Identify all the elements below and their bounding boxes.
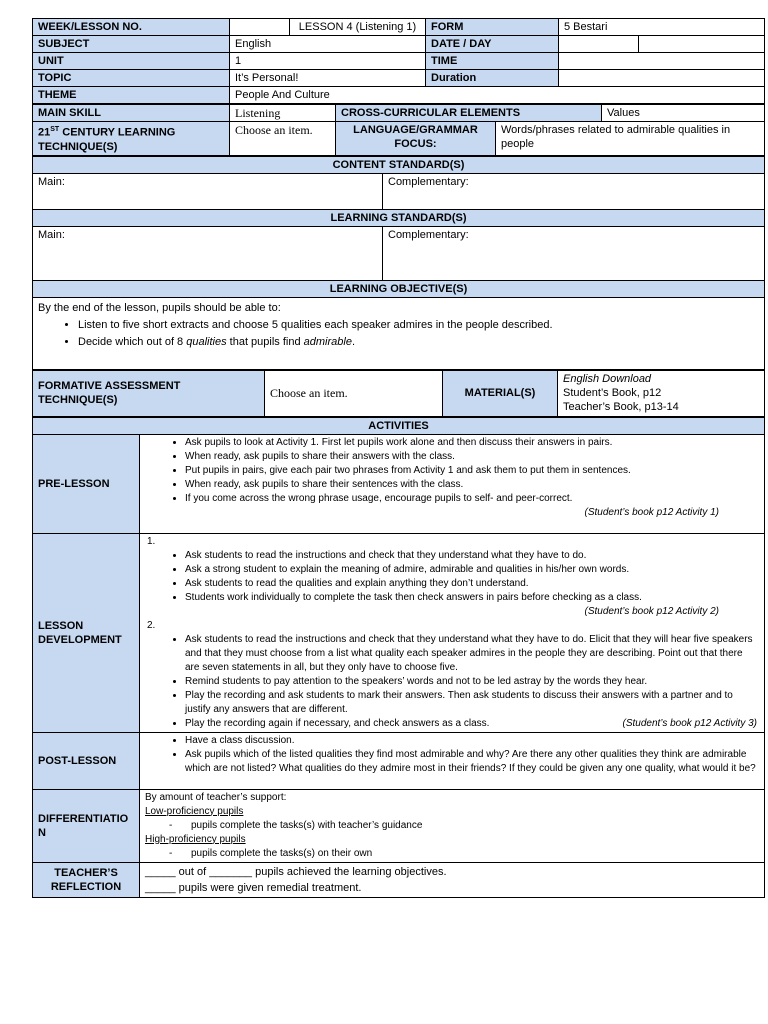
learning-standard-heading: LEARNING STANDARD(S) bbox=[33, 209, 765, 226]
dev-item: • Play the recording and ask students to mark their answers. Then ask students to discuss their answers with a partner and to justify any answers that are different. bbox=[185, 689, 759, 717]
diff-low-heading: Low-proficiency pupils bbox=[145, 805, 244, 817]
theme-label: THEME bbox=[33, 87, 230, 104]
learning-main[interactable]: Main: bbox=[33, 226, 383, 280]
differentiation-content[interactable] bbox=[140, 789, 765, 862]
grammar-label: LANGUAGE/GRAMMAR FOCUS: bbox=[336, 122, 496, 156]
date-value[interactable] bbox=[559, 36, 639, 53]
time-label: TIME bbox=[426, 53, 559, 70]
pre-item: • Put pupils in pairs, give each pair two phrases from Activity 1 and ask them to put them in sentences. bbox=[185, 464, 759, 478]
cross-curricular-value[interactable]: Values bbox=[602, 105, 765, 122]
lesson-development-content[interactable] bbox=[140, 533, 765, 732]
objective-1: • Listen to five short extracts and choose 5 qualities each speaker admires in the people described. bbox=[78, 317, 759, 334]
topic-label: TOPIC bbox=[33, 70, 230, 87]
reflection-line-2: _____ pupils were given remedial treatment. bbox=[145, 881, 362, 894]
grammar-value[interactable]: Words/phrases related to admirable qualities in people bbox=[496, 122, 765, 156]
main-skill-value[interactable]: Listening bbox=[230, 105, 336, 122]
diff-intro: By amount of teacher’s support: bbox=[145, 791, 287, 803]
dev-item: • Ask students to read the qualities and explain anything they don’t understand. bbox=[185, 577, 759, 591]
dev-item: • Ask students to read the instructions and check that they understand what they have to do. Elicit that they will hear five speakers and that they must choose from a list what quality each speaker admires in the people they are describing. Point out that there are seven statements in all, but they only have to choose five. bbox=[185, 633, 759, 675]
diff-high-heading: High-proficiency pupils bbox=[145, 833, 246, 845]
week-value[interactable] bbox=[230, 19, 290, 36]
topic-value[interactable]: It’s Personal! bbox=[230, 70, 426, 87]
pre-lesson-label: PRE-LESSON bbox=[33, 434, 140, 533]
development-list-1 bbox=[145, 549, 759, 605]
activities-heading: ACTIVITIES bbox=[33, 417, 765, 434]
post-lesson-content[interactable] bbox=[140, 732, 765, 789]
teacher-reflection-label: TEACHER’S REFLECTION bbox=[33, 862, 140, 897]
material-label: MATERIAL(S) bbox=[443, 370, 558, 416]
main-skill-label: MAIN SKILL bbox=[33, 105, 230, 122]
objective-2: • Decide which out of 8 qualities that pupils find admirable. bbox=[78, 334, 759, 351]
skills-table bbox=[32, 104, 765, 156]
development-list-2 bbox=[145, 633, 759, 731]
post-item: • Have a class discussion. bbox=[185, 734, 759, 748]
unit-label: UNIT bbox=[33, 53, 230, 70]
diff-low-item: - pupils complete the tasks(s) with teacher’s guidance bbox=[169, 819, 423, 831]
content-complementary[interactable]: Complementary: bbox=[383, 173, 765, 209]
subject-label: SUBJECT bbox=[33, 36, 230, 53]
dev-item: • Ask students to read the instructions and check that they understand what they have to do. bbox=[185, 549, 759, 563]
lesson-value[interactable]: LESSON 4 (Listening 1) bbox=[290, 19, 426, 36]
c21-value[interactable]: Choose an item. bbox=[230, 122, 336, 156]
subject-value[interactable]: English bbox=[230, 36, 426, 53]
lesson-plan bbox=[32, 18, 764, 898]
assessment-value[interactable]: Choose an item. bbox=[265, 370, 443, 416]
assessment-label: FORMATIVE ASSESSMENT TECHNIQUE(S) bbox=[33, 370, 265, 416]
lesson-development-label: LESSON DEVELOPMENT bbox=[33, 533, 140, 732]
material-value[interactable]: English Download Student’s Book, p12 Teacher’s Book, p13-14 bbox=[558, 370, 765, 416]
diff-high-item: - pupils complete the tasks(s) on their own bbox=[169, 847, 373, 859]
post-item: • Ask pupils which of the listed qualities they find most admirable and why? Are there any other qualities they think are admirable which are not listed? What qualities do they admire most in their friends? If they could be given any one quality, what would it be? bbox=[185, 748, 759, 776]
dev-item: • Remind students to pay attention to the speakers’ words and not to be led astray by the words they hear. bbox=[185, 675, 759, 689]
pre-lesson-list bbox=[145, 436, 759, 506]
dev-item: • Ask a strong student to explain the meaning of admire, admirable and qualities in his/her own words. bbox=[185, 563, 759, 577]
step-number: 2. bbox=[147, 619, 156, 631]
time-value[interactable] bbox=[559, 53, 765, 70]
reflection-line-1: _____ out of _______ pupils achieved the learning objectives. bbox=[145, 865, 447, 878]
form-value[interactable]: 5 Bestari bbox=[559, 19, 765, 36]
day-value[interactable] bbox=[639, 36, 765, 53]
standards-table bbox=[32, 156, 765, 370]
pre-lesson-content[interactable] bbox=[140, 434, 765, 533]
learning-complementary[interactable]: Complementary: bbox=[383, 226, 765, 280]
learning-objective-heading: LEARNING OBJECTIVE(S) bbox=[33, 280, 765, 297]
step-number: 1. bbox=[147, 535, 156, 547]
form-label: FORM bbox=[426, 19, 559, 36]
pre-item: • When ready, ask pupils to share their answers with the class. bbox=[185, 450, 759, 464]
activities-table bbox=[32, 417, 765, 898]
differentiation-label: DIFFERENTIATION bbox=[33, 789, 140, 862]
content-main[interactable]: Main: bbox=[33, 173, 383, 209]
dev-item: • Play the recording again if necessary, and check answers as a class. (Student’s book p12 Activity 3) bbox=[185, 717, 759, 731]
duration-value[interactable] bbox=[559, 70, 765, 87]
theme-value[interactable]: People And Culture bbox=[230, 87, 765, 104]
date-label: DATE / DAY bbox=[426, 36, 559, 53]
post-lesson-label: POST-LESSON bbox=[33, 732, 140, 789]
pre-lesson-ref: (Student’s book p12 Activity 1) bbox=[584, 506, 720, 518]
header-table bbox=[32, 18, 765, 104]
dev-ref-2: (Student’s book p12 Activity 3) bbox=[622, 717, 758, 729]
content-standard-heading: CONTENT STANDARD(S) bbox=[33, 156, 765, 173]
unit-value[interactable]: 1 bbox=[230, 53, 426, 70]
c21-label: 21ST CENTURY LEARNING TECHNIQUE(S) bbox=[33, 122, 230, 156]
learning-objectives[interactable] bbox=[33, 297, 765, 369]
teacher-reflection-content[interactable] bbox=[140, 862, 765, 897]
dev-item: • Students work individually to complete the task then check answers in pairs before checking as a class. bbox=[185, 591, 759, 605]
pre-item: • Ask pupils to look at Activity 1. First let pupils work alone and then discuss their answers in pairs. bbox=[185, 436, 759, 450]
objectives-intro: By the end of the lesson, pupils should be able to: bbox=[38, 301, 281, 314]
pre-item: • If you come across the wrong phrase usage, encourage pupils to self- and peer-correct. bbox=[185, 492, 759, 506]
post-lesson-list bbox=[145, 734, 759, 776]
cross-curricular-label: CROSS-CURRICULAR ELEMENTS bbox=[336, 105, 602, 122]
week-label: WEEK/LESSON NO. bbox=[33, 19, 230, 36]
assessment-table bbox=[32, 370, 765, 417]
duration-label: Duration bbox=[426, 70, 559, 87]
pre-item: • When ready, ask pupils to share their sentences with the class. bbox=[185, 478, 759, 492]
dev-ref-1: (Student’s book p12 Activity 2) bbox=[584, 605, 720, 617]
